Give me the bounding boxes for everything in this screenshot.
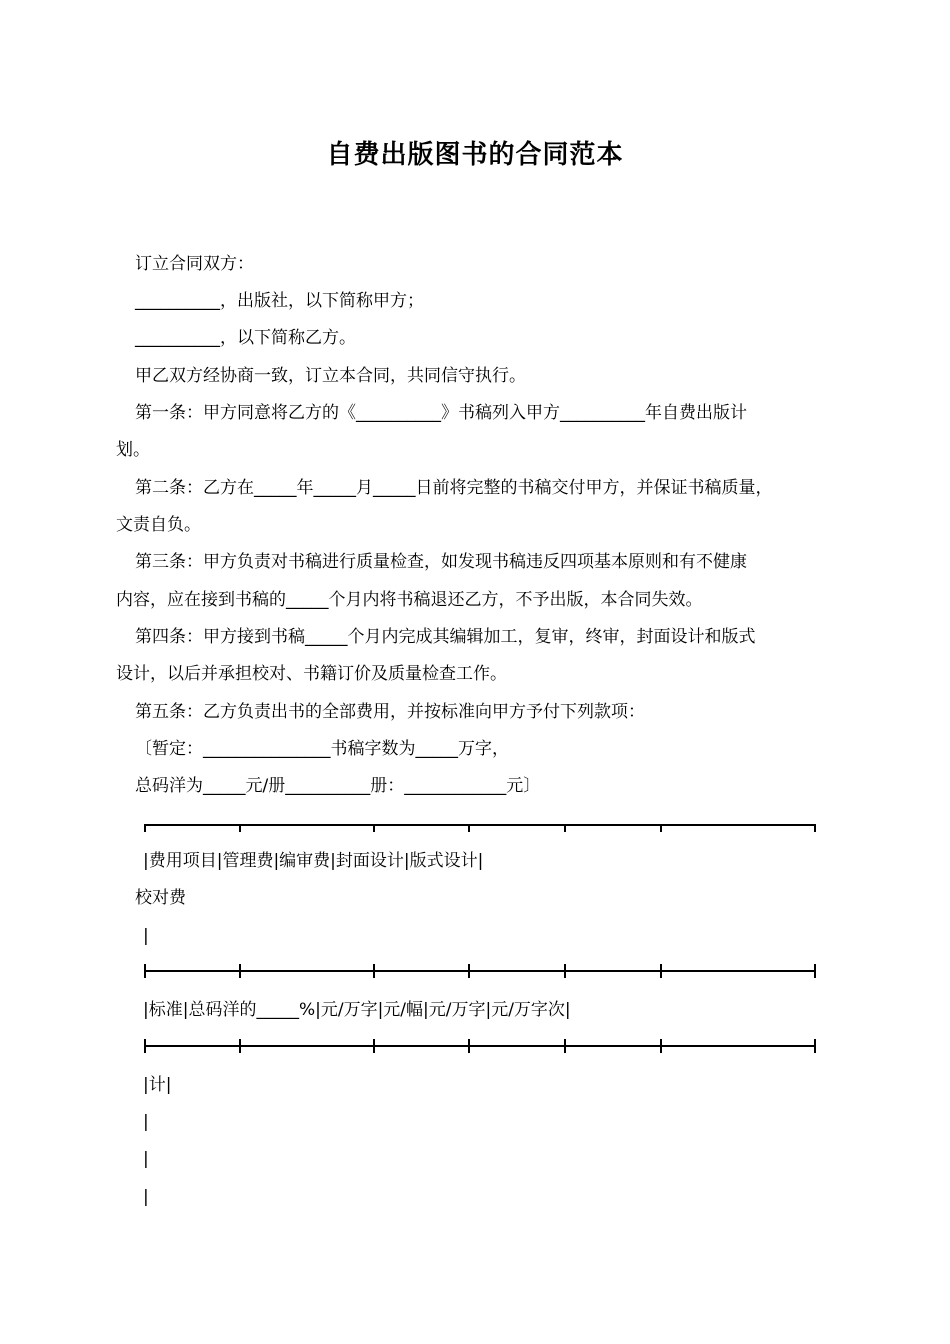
clause-4: 第四条：甲方接到书稿_____个月内完成其编辑加工，复审，终审，封面设计和版式 bbox=[135, 627, 756, 647]
standard-row: |标准|总码洋的_____%|元/万字|元/幅|元/万字|元/万字次| bbox=[143, 1000, 571, 1020]
party-b-line: __________，以下简称乙方。 bbox=[135, 328, 356, 348]
clause-2-continued: 文责自负。 bbox=[116, 515, 201, 535]
tentative-word-count: 〔暂定：_______________书稿字数为_____万字， bbox=[135, 739, 509, 759]
parties-heading: 订立合同双方： bbox=[135, 254, 254, 274]
fee-header-row: |费用项目|管理费|编审费|封面设计|版式设计| bbox=[143, 851, 484, 871]
clause-1: 第一条：甲方同意将乙方的《__________》书稿列入甲方__________年自费出版计 bbox=[135, 403, 747, 423]
document-title: 自费出版图书的合同范本 bbox=[326, 140, 624, 170]
clause-2: 第二条：乙方在_____年_____月_____日前将完整的书稿交付甲方，并保证书稿质量， bbox=[135, 478, 773, 498]
table-border-fragment: | bbox=[143, 1149, 149, 1169]
proofreading-fee-label: 校对费 bbox=[135, 888, 186, 908]
clause-4-continued: 设计，以后并承担校对、书籍订价及质量检查工作。 bbox=[116, 664, 507, 684]
table-border-fragment: | bbox=[143, 1112, 149, 1132]
clause-3: 第三条：甲方负责对书稿进行质量检查，如发现书稿违反四项基本原则和有不健康 bbox=[135, 552, 747, 572]
total-price-line: 总码洋为_____元/册__________册：____________元〕 bbox=[135, 776, 541, 796]
clause-5: 第五条：乙方负责出书的全部费用，并按标准向甲方予付下列款项： bbox=[135, 702, 645, 722]
clause-1-continued: 划。 bbox=[116, 440, 150, 460]
table-border-fragment: | bbox=[143, 926, 149, 946]
party-a-line: __________，出版社，以下简称甲方； bbox=[135, 291, 424, 311]
table-border-fragment: | bbox=[143, 1187, 149, 1207]
agreement-statement: 甲乙双方经协商一致，订立本合同，共同信守执行。 bbox=[135, 366, 526, 386]
table-top-rule bbox=[144, 818, 816, 832]
total-row: |计| bbox=[143, 1075, 172, 1095]
table-mid-rule-1 bbox=[144, 964, 816, 978]
table-mid-rule-2 bbox=[144, 1039, 816, 1053]
clause-3-continued: 内容，应在接到书稿的_____个月内将书稿退还乙方，不予出版，本合同失效。 bbox=[116, 590, 703, 610]
